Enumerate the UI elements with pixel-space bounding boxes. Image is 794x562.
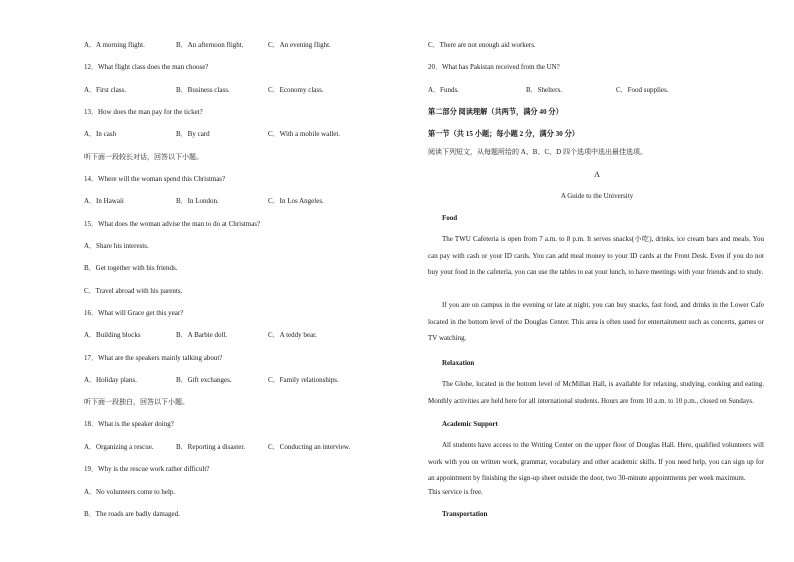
q12-option-c: C．Economy class. <box>268 86 324 94</box>
q13-option-c: C．With a mobile wallet. <box>268 130 341 138</box>
food-paragraph-2: If you are on campus in the evening or late at night, you can buy snacks, fast food, and drinks in the Lower Cafe located in the bottom level of the Douglas Center. This area is often used for entertainment such as concerts, games or TV watching. <box>428 301 764 342</box>
section-one-heading: 第一节（共 15 小题；每小题 2 分，满分 30 分） <box>428 130 579 138</box>
academic-support-paragraph: All students have access to the Writing Center on the upper floor of Douglas Hall. Here, qualified volunteers will work with you on written work, grammar, vocabulary and other academic skills. If you need help, you can sign up for an appointment by finishing the sign-up sheet outside the door, two 30-minute appointments per week maximum. <box>428 441 764 482</box>
question-12: 12．What flight class does the man choose? <box>84 63 209 71</box>
q15-option-b: B．Get together with his friends. <box>84 264 178 272</box>
q20-option-b: B．Shelters. <box>526 86 562 94</box>
q12-option-a: A．First class. <box>84 86 126 94</box>
academic-support-heading: Academic Support <box>442 420 498 428</box>
food-heading: Food <box>442 214 458 222</box>
question-17: 17．What are the speakers mainly talking about? <box>84 354 223 362</box>
q16-option-a: A．Building blocks <box>84 331 141 339</box>
q19-option-a: A．No volunteers come to help. <box>84 488 176 496</box>
q11-option-b: B．An afternoon flight. <box>176 41 244 49</box>
reading-instruction: 阅读下列短文，从每题所给的 A、B、C、D 四个选项中选出最佳选项。 <box>428 148 647 156</box>
relaxation-heading: Relaxation <box>442 359 475 367</box>
transportation-heading: Transportation <box>442 510 488 518</box>
relaxation-paragraph: The Globe, located in the bottom level of McMillan Hall, is available for relaxing, studying, cooking and eating. Monthly activities are held here for all international students. Hours are from 10 a.m. to 10 p.m., closed on Sundays. <box>428 380 764 405</box>
q19-option-b: B．The roads are badly damaged. <box>84 510 180 518</box>
q20-option-c: C．Food supplies. <box>616 86 669 94</box>
question-15: 15．What does the woman advise the man to do at Christmas? <box>84 220 261 228</box>
part-two-heading: 第二部分 阅读理解（共两节，满分 40 分） <box>428 108 563 116</box>
q14-option-b: B．In London. <box>176 197 219 205</box>
q18-option-c: C．Conducting an interview. <box>268 443 351 451</box>
q18-option-b: B．Reporting a disaster. <box>176 443 246 451</box>
question-14: 14．Where will the woman spend this Christmas? <box>84 175 226 183</box>
question-18: 18．What is the speaker doing? <box>84 420 174 428</box>
q17-option-c: C．Family relationships. <box>268 376 339 384</box>
q16-option-b: B．A Barbie doll. <box>176 331 228 339</box>
q14-option-a: A．In Hawaii <box>84 197 124 205</box>
q19-option-c: C．There are not enough aid workers. <box>428 41 536 49</box>
q15-option-a: A．Share his interests. <box>84 242 149 250</box>
q18-option-a: A．Organizing a rescue. <box>84 443 154 451</box>
listening-instruction-1: 听下面一段较长对话，回答以下小题。 <box>84 153 203 161</box>
q11-option-a: A．A morning flight. <box>84 41 145 49</box>
passage-letter: A <box>594 170 600 179</box>
academic-support-note: This service is free. <box>428 488 483 496</box>
food-paragraph-1: The TWU Cafeteria is open from 7 a.m. to 8 p.m. It serves snacks(小吃), drinks, ice cream bars and meals. You can pay with cash or your ID cards. You can add meal money to your ID cards at the Front Desk. Even if you do not buy your food in the cafeteria, you can use the tables to eat your lunch, to have meetings with your friends and to study. <box>428 235 764 276</box>
q17-option-b: B．Gift exchanges. <box>176 376 232 384</box>
q17-option-a: A．Holiday plans. <box>84 376 137 384</box>
question-19: 19．Why is the rescue work rather difficult? <box>84 465 210 473</box>
question-13: 13．How does the man pay for the ticket? <box>84 108 203 116</box>
q13-option-a: A．In cash <box>84 130 117 138</box>
passage-title: A Guide to the University <box>560 192 634 200</box>
question-16: 16．What will Grace get this year? <box>84 309 184 317</box>
q14-option-c: C．In Los Angeles. <box>268 197 324 205</box>
q20-option-a: A．Funds. <box>428 86 459 94</box>
question-20: 20．What has Pakistan received from the UN? <box>428 63 560 71</box>
q13-option-b: B．By card <box>176 130 210 138</box>
q11-option-c: C．An evening flight. <box>268 41 331 49</box>
q12-option-b: B．Business class. <box>176 86 230 94</box>
q16-option-c: C．A teddy bear. <box>268 331 317 339</box>
listening-instruction-2: 听下面一段独白，回答以下小题。 <box>84 398 189 406</box>
q15-option-c: C．Travel abroad with his parents. <box>84 287 183 295</box>
